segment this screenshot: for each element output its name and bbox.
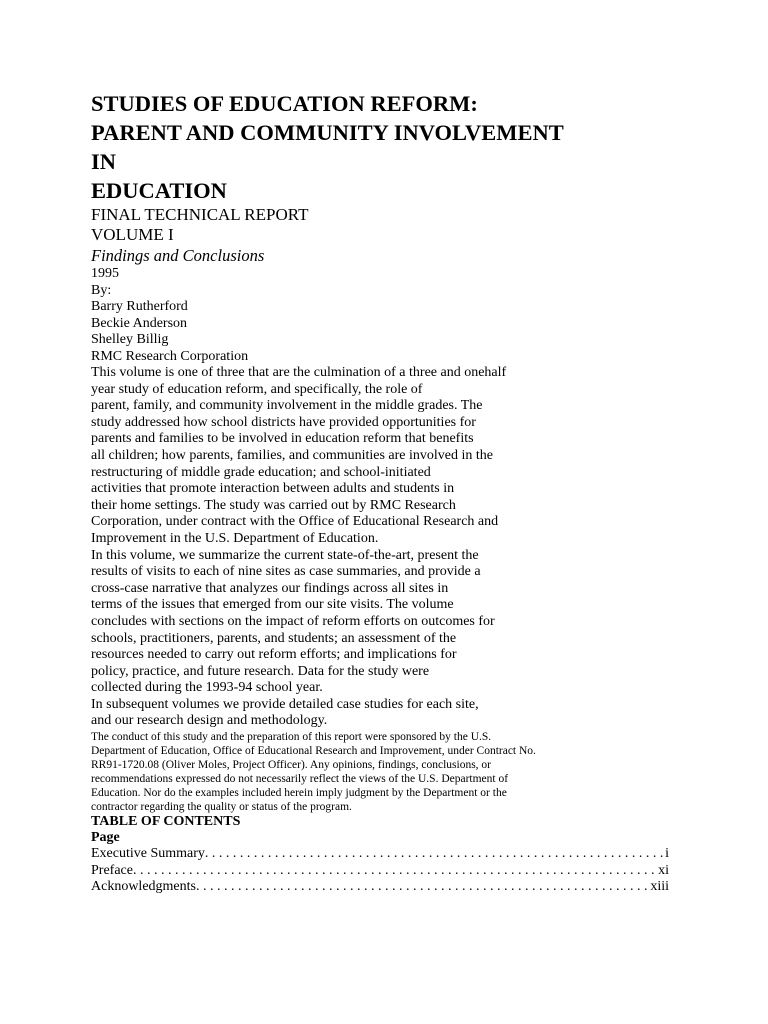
body-line: policy, practice, and future research. Data for the study were xyxy=(91,663,430,679)
body-line: and our research design and methodology. xyxy=(91,713,328,729)
toc-page-label: Page xyxy=(91,830,120,846)
toc-leader-dots xyxy=(133,863,656,880)
title-line-1: STUDIES OF EDUCATION REFORM: xyxy=(91,91,478,116)
body-line: results of visits to each of nine sites as case summaries, and provide a xyxy=(91,564,481,580)
body-line: collected during the 1993-94 school year. xyxy=(91,680,323,696)
table-of-contents xyxy=(91,814,691,896)
toc-entry-page: xi xyxy=(658,862,669,878)
body-line: concludes with sections on the impact of reform efforts on outcomes for xyxy=(91,613,495,629)
volume-subtitle: Findings and Conclusions xyxy=(91,246,265,265)
body-line: In subsequent volumes we provide detailed case studies for each site, xyxy=(91,696,479,712)
body-line: terms of the issues that emerged from our site visits. The volume xyxy=(91,597,454,613)
publication-year: 1995 xyxy=(91,266,119,281)
report-type: FINAL TECHNICAL REPORT xyxy=(91,205,309,224)
note-line: Education. Nor do the examples included herein imply judgment by the Department or the xyxy=(91,787,507,800)
organization-name: RMC Research Corporation xyxy=(91,348,249,364)
note-line: The conduct of this study and the preparation of this report were sponsored by the U.S. xyxy=(91,731,492,744)
document-page xyxy=(91,89,691,896)
body-line: schools, practitioners, parents, and students; an assessment of the xyxy=(91,630,457,646)
toc-entry-acknowledgments[interactable] xyxy=(91,879,669,896)
title-line-2: PARENT AND COMMUNITY INVOLVEMENT xyxy=(91,120,564,145)
body-line: parent, family, and community involvement in the middle grades. The xyxy=(91,398,483,414)
author-name: Beckie Anderson xyxy=(91,315,188,331)
body-line: study addressed how school districts have provided opportunities for xyxy=(91,414,476,430)
body-line: resources needed to carry out reform efforts; and implications for xyxy=(91,647,457,663)
body-line: Improvement in the U.S. Department of Education. xyxy=(91,530,379,546)
body-line: activities that promote interaction between adults and students in xyxy=(91,481,455,497)
author-name: Shelley Billig xyxy=(91,332,169,347)
title-line-4: EDUCATION xyxy=(91,178,227,203)
toc-entry-title: Executive Summary xyxy=(91,846,205,862)
toc-heading: TABLE OF CONTENTS xyxy=(91,814,241,830)
note-line: Department of Education, Office of Educational Research and Improvement, under Contract No. xyxy=(91,745,536,758)
body-line: year study of education reform, and specifically, the role of xyxy=(91,381,423,397)
body-line: In this volume, we summarize the current state-of-the-art, present the xyxy=(91,547,479,563)
toc-entry-page: i xyxy=(665,846,669,862)
toc-entry-title: Acknowledgments xyxy=(91,879,196,895)
sponsorship-note xyxy=(91,730,691,814)
body-line: restructuring of middle grade education; and school-initiated xyxy=(91,464,431,480)
toc-entry-preface[interactable] xyxy=(91,863,669,880)
note-line: contractor regarding the quality or status of the program. xyxy=(91,801,352,814)
toc-entry-executive-summary[interactable] xyxy=(91,846,669,863)
body-line: their home settings. The study was carried out by RMC Research xyxy=(91,497,456,513)
document-title xyxy=(91,89,691,205)
toc-entry-title: Preface xyxy=(91,862,133,878)
title-line-3: IN xyxy=(91,149,117,174)
body-line: Corporation, under contract with the Office of Educational Research and xyxy=(91,514,499,530)
body-line: cross-case narrative that analyzes our findings across all sites in xyxy=(91,580,449,596)
body-line: all children; how parents, families, and communities are involved in the xyxy=(91,447,494,463)
toc-entry-page: xiii xyxy=(650,879,669,895)
author-name: Barry Rutherford xyxy=(91,299,188,314)
note-line: recommendations expressed do not necessarily reflect the views of the U.S. Department of xyxy=(91,773,509,786)
abstract-body xyxy=(91,365,691,730)
body-line: This volume is one of three that are the culmination of a three and onehalf xyxy=(91,365,507,380)
toc-leader-dots xyxy=(196,879,648,896)
note-line: RR91-1720.08 (Oliver Moles, Project Officer). Any opinions, findings, conclusions, or xyxy=(91,759,492,772)
volume-label: VOLUME I xyxy=(91,225,174,244)
toc-leader-dots xyxy=(205,846,663,863)
body-line: parents and families to be involved in education reform that benefits xyxy=(91,431,474,447)
by-label: By: xyxy=(91,282,112,298)
